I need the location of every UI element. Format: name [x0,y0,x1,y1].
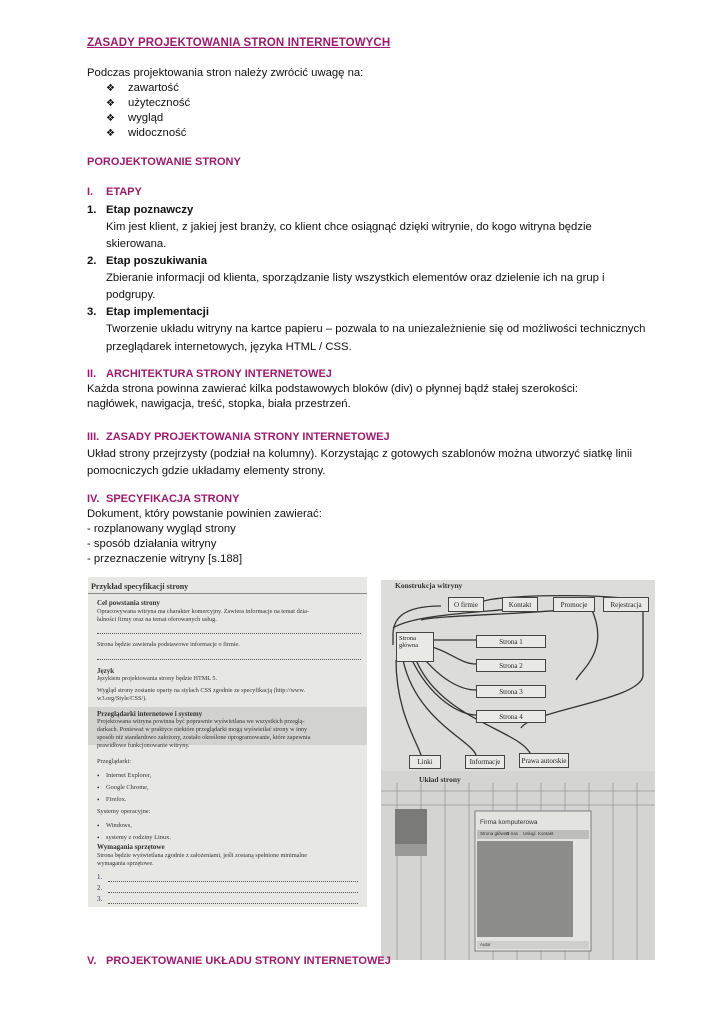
scan-line: prawidłowe funkcjonowanie witryny. [97,742,190,749]
stage-text: podgrupy. [106,289,156,301]
scan-line: systemy z rodziny Linux. [106,834,171,841]
layout-nav-item: Strona główna [480,831,509,836]
section-number: IV. [87,493,100,505]
stage-title: Etap poszukiwania [106,255,208,267]
page-box: Strona 2 [476,659,546,672]
section-heading-specyfikacja: SPECYFIKACJA STRONY [106,493,240,505]
section-heading-architektura: ARCHITEKTURA STRONY INTERNETOWEJ [106,368,332,380]
layout-grid [381,771,655,960]
scan-heading: Cel powstania strony [97,599,160,607]
scan-heading: Przeglądarki internetowe i systemy [97,710,203,718]
footer-box: Linki [409,755,441,769]
paragraph-line: pomocniczych gdzie układamy elementy strony. [87,465,326,477]
bullet-icon: • [97,822,100,830]
main-page-label: główna [399,642,419,649]
scan-line: Google Chrome, [106,784,149,791]
footer-box: Informacje [465,755,505,769]
footer-box: Prawa autorskie [519,753,569,768]
section-number: III. [87,431,100,443]
layout-footer [477,941,589,949]
paragraph-line: Każda strona powinna zawierać kilka podstawowych bloków (div) o płynnej bądź stałej szerokości: [87,383,579,395]
scan-line: łalności firmy oraz na temat oferowanych usług. [97,616,217,623]
specification-example-image [88,577,367,907]
aspect-item: wygląd [128,112,164,124]
scan-line: w3.org/Style/CSS/). [97,695,147,702]
layout-nav-item: O nas [506,831,519,836]
section-number: II. [87,368,97,380]
section-number: I. [87,186,94,198]
layout-nav-item: Kontakt [538,831,554,836]
bullet-icon: • [97,796,100,804]
scan-line: wymagania sprzętowe. [97,860,154,867]
scan-line: Firefox. [106,796,127,803]
req-number: 1. [97,873,103,881]
site-name: Firma komputerowa [480,819,538,826]
main-page-box [396,632,434,662]
section-heading-etapy: ETAPY [106,186,142,198]
bullet-icon: • [97,834,100,842]
site-construction-diagram [381,580,655,771]
nav-box: Promocje [553,597,595,612]
scan-line: Strona będzie wyświetlana zgodnie z założeniami, jeśli zostaną spełnione minimalne [97,852,307,859]
scan-label: Przeglądarki: [97,758,132,765]
main-page-label: Strona [399,635,416,642]
stage-text: przeglądarek internetowych, języka HTML / CSS. [106,341,352,353]
nav-box: Kontakt [502,597,538,612]
diamond-bullet-icon: ❖ [106,128,115,139]
stage-text: skierowana. [106,238,167,250]
aspect-item: zawartość [128,82,179,94]
scan-title: Przykład specyfikacji strony [91,582,189,591]
stage-title: Etap poznawczy [106,204,194,216]
paragraph-line: - przeznaczenie witryny [s.188] [87,553,243,565]
layout-footer-text: Autor [480,942,491,947]
diamond-bullet-icon: ❖ [106,113,115,124]
section-heading-zasady: ZASADY PROJEKTOWANIA STRONY INTERNETOWEJ [106,431,390,443]
scan-line: Windows, [106,822,132,829]
scan-line: sposób niż standardowo założony, zostało określone oprogramowanie, które zapewnia [97,734,311,741]
nav-box: Rejestracja [603,597,649,612]
diamond-bullet-icon: ❖ [106,83,115,94]
page-box: Strona 1 [476,635,546,648]
paragraph-line: - rozplanowany wygląd strony [87,523,236,535]
stage-text: Tworzenie układu witryny na kartce papieru – pozwala to na uniezależnienie się od możliwości technicznych [106,323,646,335]
req-number: 2. [97,884,103,892]
page-box: Strona 3 [476,685,546,698]
page-layout-image [381,771,655,960]
scan-line: darkach. Ponieważ w praktyce niektóre przeglądarki mogą wyświetlać strony w inny [97,726,308,733]
section-heading-uklad: PROJEKTOWANIE UKŁADU STRONY INTERNETOWEJ [106,955,391,967]
scan-line: Projektowana witryna powinna być poprawnie wyświetlana we wszystkich przeglą- [97,718,305,725]
scan-line: Internet Explorer, [106,772,152,779]
paragraph-line: Układ strony przejrzysty (podział na kolumny). Korzystając z gotowych szablonów można utworzyć siatkę linii [87,448,632,460]
req-number: 3. [97,895,103,903]
paragraph-line: Dokument, który powstanie powinien zawierać: [87,508,322,520]
stage-number: 1. [87,204,97,216]
scan-label: Systemy operacyjne: [97,808,151,815]
stage-number: 2. [87,255,97,267]
section-number: V. [87,955,97,967]
stage-text: Zbieranie informacji od klienta, sporządzanie listy wszystkich elementów oraz dzielenie ich na grup i [106,272,605,284]
stage-text: Kim jest klient, z jakiej jest branży, co klient chce osiągnąć dzięki witrynie, do kogo witryna będzie [106,221,592,233]
scan-line: Językiem projektowania strony będzie HTML 5. [97,675,218,682]
scan-title: Układ strony [419,775,461,784]
document-title: ZASADY PROJEKTOWANIA STRON INTERNETOWYCH [87,37,391,49]
diamond-bullet-icon: ❖ [106,98,115,109]
scan-heading: Wymagania sprzętowe [97,843,165,851]
intro-text: Podczas projektowania stron należy zwrócić uwagę na: [87,67,364,79]
bullet-icon: • [97,784,100,792]
paragraph-line: - sposób działania witryny [87,538,217,550]
scan-line: Wygląd strony zostanie oparty na stylach CSS zgodnie ze specyfikacją (http://www. [97,687,305,694]
stage-number: 3. [87,306,97,318]
layout-nav-item: Usługi [523,831,536,836]
paragraph-line: nagłówek, nawigacja, treść, stopka, biała przestrzeń. [87,398,351,410]
page-box: Strona 4 [476,710,546,723]
bullet-icon: • [97,772,100,780]
scan-title: Konstrukcja witryny [395,581,463,590]
section-heading-projektowanie: POROJEKTOWANIE STRONY [87,156,241,168]
scan-line: Opracowywana witryna ma charakter komercyjny. Zawiera informacje na temat dzia- [97,608,309,615]
aspect-item: widoczność [128,127,187,139]
scan-heading: Język [97,667,115,675]
stage-title: Etap implementacji [106,306,209,318]
aspect-item: użyteczność [128,97,191,109]
scan-line: Strona będzie zawierała podstawowe informacje o firmie. [97,641,240,648]
nav-box: O firmie [448,597,484,612]
